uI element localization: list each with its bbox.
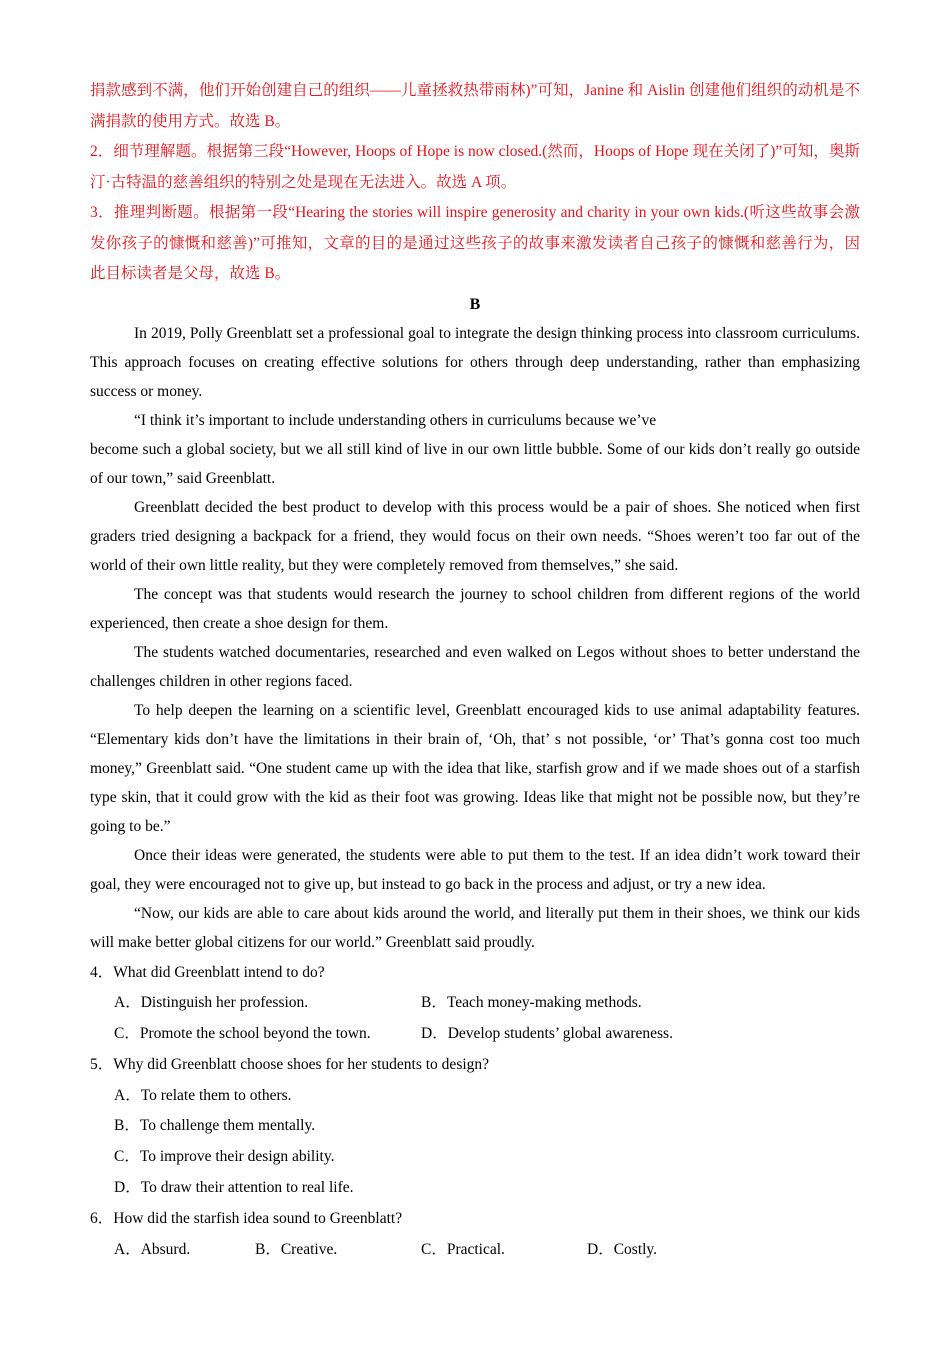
- passage-paragraph-7: Once their ideas were generated, the students were able to put them to the test. If an idea didn’t work toward their goal, they were encouraged not to give up, but instead to go back in the process and adjust, or try a new idea.: [90, 846, 860, 893]
- question-stem: 5．Why did Greenblatt choose shoes for her students to design?: [90, 1055, 490, 1073]
- option-d: D．Costly.: [587, 1240, 658, 1258]
- option-a: A．Absurd.: [114, 1240, 191, 1258]
- question-5: [90, 1050, 860, 1204]
- option-c: C．Practical.: [421, 1240, 505, 1258]
- option-a: A．To relate them to others.: [114, 1086, 292, 1104]
- option-d: D．To draw their attention to real life.: [114, 1179, 354, 1197]
- passage-paragraph-3: Greenblatt decided the best product to develop with this process would be a pair of shoes. She noticed when first graders tried designing a backpack for a friend, they would focus on their own needs. “Shoes weren’t too far out of the world of their own little reality, but they were completely removed from themselves,” she said.: [90, 498, 860, 574]
- question-stem: 4．What did Greenblatt intend to do?: [90, 963, 325, 981]
- option-a: A．Distinguish her profession.: [114, 994, 309, 1012]
- option-c: C．Promote the school beyond the town.: [114, 1025, 371, 1043]
- passage-paragraph-6: To help deepen the learning on a scientific level, Greenblatt encouraged kids to use animal adaptability features. “Elementary kids don’t have the limitations in their brain of, ‘Oh, that’ s not possible, ‘or’ That’s gonna cost too much money,” Greenblatt said. “One student came up with the idea that like, starfish grow and if we made shoes out of a starfish type skin, that it could grow with the kid as their foot was growing. Ideas like that might not be possible now, but they’re going to be.”: [90, 701, 860, 835]
- answer-explanation-3: 3．推理判断题。根据第一段“Hearing the stories will inspire generosity and charity in your own kids.(听这些故事会激发你孩子的慷慨和慈善)”可推知，文章的目的是通过这些孩子的故事来激发读者自己孩子的慷慨和慈善行为，因此目标读者是父母，故选 B。: [90, 204, 860, 282]
- passage-paragraph-2b: become such a global society, but we all still kind of live in our own little bubble. Some of our kids don’t really go outside of our town,” said Greenblatt.: [90, 440, 860, 487]
- passage-paragraph-2a: “I think it’s important to include understanding others in curriculums because we’ve: [134, 411, 657, 429]
- option-b: B．Teach money-making methods.: [421, 994, 642, 1012]
- option-c: C．To improve their design ability.: [114, 1148, 335, 1166]
- answer-explanations: [90, 76, 860, 290]
- passage: [90, 319, 860, 957]
- option-d: D．Develop students’ global awareness.: [421, 1025, 673, 1043]
- document-page: [90, 76, 860, 1265]
- question-stem: 6．How did the starfish idea sound to Greenblatt?: [90, 1209, 403, 1227]
- question-6: [90, 1204, 860, 1266]
- passage-paragraph-4: The concept was that students would research the journey to school children from different regions of the world experienced, then create a shoe design for them.: [90, 585, 860, 632]
- section-title: B: [469, 295, 481, 313]
- passage-paragraph-8: “Now, our kids are able to care about kids around the world, and literally put them in their shoes, we think our kids will make better global citizens for our world.” Greenblatt said proudly.: [90, 904, 860, 951]
- passage-paragraph-1: In 2019, Polly Greenblatt set a professional goal to integrate the design thinking process into classroom curriculums. This approach focuses on creating effective solutions for others through deep understanding, rather than emphasizing success or money.: [90, 324, 860, 400]
- answer-explanation-2: 2．细节理解题。根据第三段“However, Hoops of Hope is now closed.(然而，Hoops of Hope 现在关闭了)”可知，奥斯汀·古特温的慈善组织的特别之处是现在无法进入。故选 A 项。: [90, 143, 860, 191]
- option-row: [90, 1019, 860, 1050]
- option-b: B．Creative.: [255, 1240, 338, 1258]
- option-row: [90, 1235, 860, 1266]
- option-row: [90, 988, 860, 1019]
- answer-explanation-1: 捐款感到不满，他们开始创建自己的组织——儿童拯救热带雨林)”可知，Janine 和 Aislin 创建他们组织的动机是不满捐款的使用方式。故选 B。: [90, 82, 860, 130]
- question-4: [90, 958, 860, 1050]
- passage-paragraph-5: The students watched documentaries, researched and even walked on Legos without shoes to better understand the challenges children in other regions faced.: [90, 643, 860, 690]
- option-b: B．To challenge them mentally.: [114, 1117, 316, 1135]
